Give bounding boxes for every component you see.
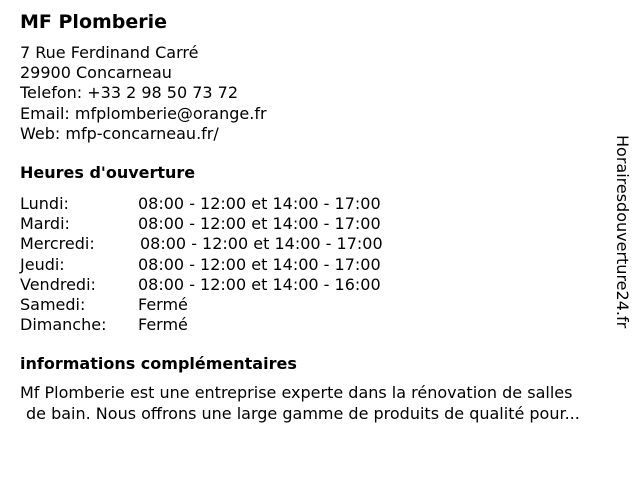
hours-row-sunday — [20, 315, 440, 335]
hours-row-saturday — [20, 295, 440, 315]
description-line: de bain. Nous offrons une large gamme de produits de qualité pour... — [26, 403, 580, 423]
day-label: Mardi: — [20, 214, 70, 234]
description-line: Mf Plomberie est une entreprise experte dans la rénovation de salles — [20, 383, 573, 402]
website-link[interactable]: Web: mfp-concarneau.fr/ — [20, 123, 219, 143]
business-description — [20, 383, 632, 424]
hours-row-wednesday — [20, 234, 440, 254]
phone-number[interactable]: Telefon: +33 2 98 50 73 72 — [20, 83, 239, 103]
hours-row-thursday — [20, 255, 440, 275]
day-label: Dimanche: — [20, 315, 107, 335]
time-value: 08:00 - 12:00 et 14:00 - 17:00 — [138, 254, 381, 274]
contact-block — [20, 43, 267, 144]
day-label: Samedi: — [20, 294, 86, 314]
day-label: Jeudi: — [20, 254, 65, 274]
hours-row-monday — [20, 194, 440, 214]
hours-row-tuesday — [20, 214, 440, 234]
time-value: 08:00 - 12:00 et 14:00 - 17:00 — [138, 214, 381, 234]
day-label: Mercredi: — [20, 234, 95, 254]
time-value: 08:00 - 12:00 et 14:00 - 16:00 — [138, 274, 381, 294]
email-address[interactable]: Email: mfplomberie@orange.fr — [20, 103, 267, 123]
additional-info-heading: informations complémentaires — [20, 354, 297, 373]
time-value: 08:00 - 12:00 et 14:00 - 17:00 — [140, 234, 383, 254]
opening-hours-heading: Heures d'ouverture — [20, 163, 196, 182]
opening-hours-table — [20, 194, 440, 335]
time-value: 08:00 - 12:00 et 14:00 - 17:00 — [138, 194, 381, 213]
time-value: Fermé — [138, 315, 188, 335]
site-watermark: Horairesdouverture24.fr — [613, 135, 632, 329]
day-label: Vendredi: — [20, 274, 96, 294]
address-street: 7 Rue Ferdinand Carré — [20, 43, 199, 62]
hours-row-friday — [20, 275, 440, 295]
day-label: Lundi: — [20, 194, 69, 213]
address-city: 29900 Concarneau — [20, 63, 172, 83]
time-value: Fermé — [138, 294, 188, 314]
business-name: MF Plomberie — [20, 11, 168, 33]
